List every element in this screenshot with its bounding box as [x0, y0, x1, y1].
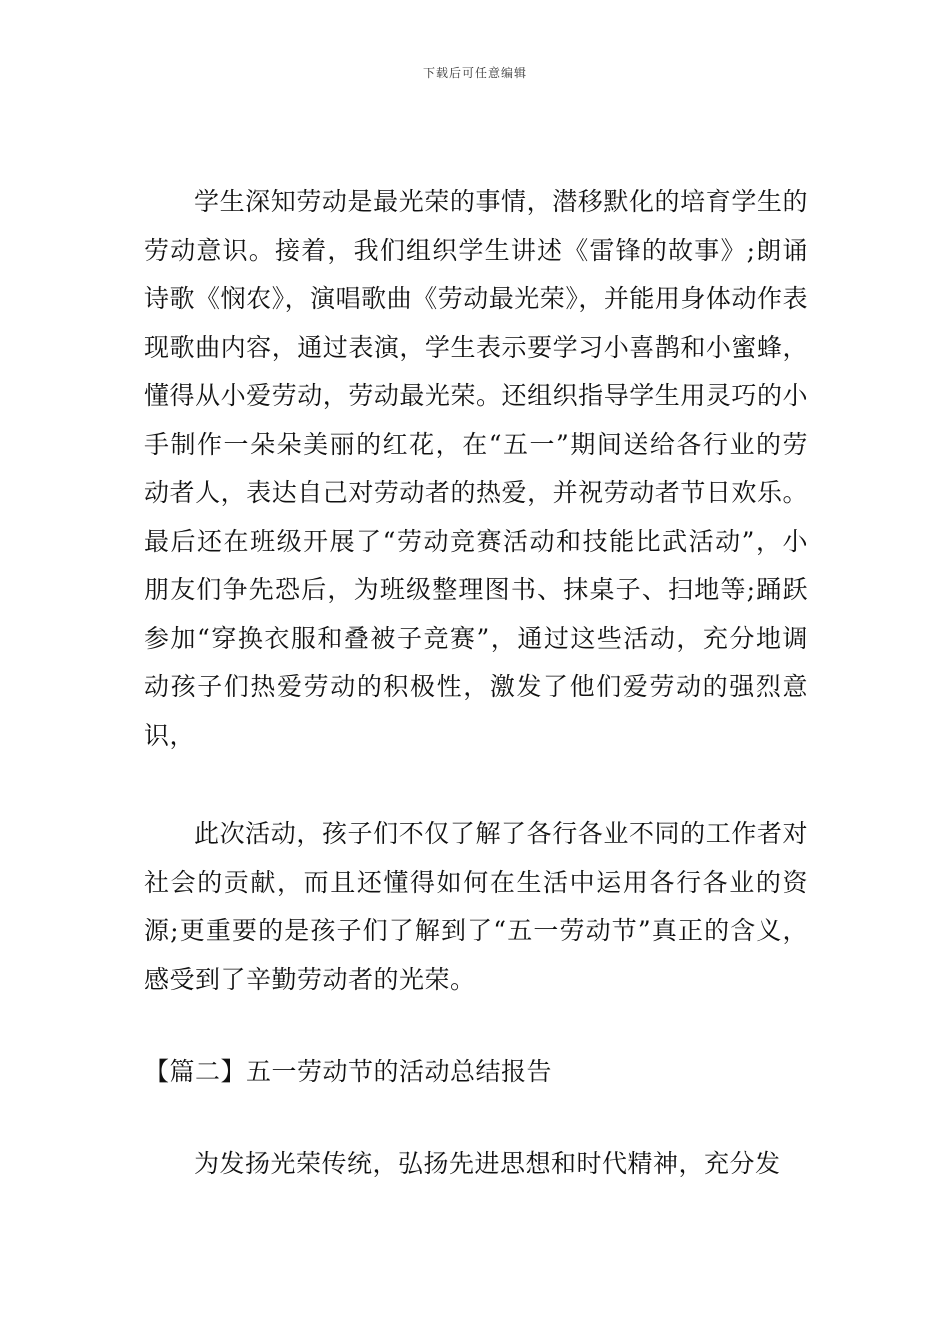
body-paragraph: 学生深知劳动是最光荣的事情，潜移默化的培育学生的劳动意识。接着，我们组织学生讲述《雷锋的故事》;朗诵诗歌《悯农》，演唱歌曲《劳动最光荣》，并能用身体动作表现歌曲内容，通过表演，学生表示要学习小喜鹊和小蜜蜂，懂得从小爱劳动，劳动最光荣。还组织指导学生用灵巧的小手制作一朵朵美丽的红花，在“五一”期间送给各行业的劳动者人，表达自己对劳动者的热爱，并祝劳动者节日欢乐。最后还在班级开展了“劳动竞赛活动和技能比武活动”，小朋友们争先恐后，为班级整理图书、抹桌子、扫地等;踊跃参加“穿换衣服和叠被子竞赛”，通过这些活动，充分地调动孩子们热爱劳动的积极性，激发了他们爱劳动的强烈意识，: [144, 187, 808, 750]
section-heading: 【篇二】五一劳动节的活动总结报告: [144, 1057, 553, 1086]
body-paragraph: 此次活动，孩子们不仅了解了各行各业不同的工作者对社会的贡献，而且还懂得如何在生活中运用各行各业的资源;更重要的是孩子们了解到了“五一劳动节”真正的含义，感受到了辛勤劳动者的光荣。: [144, 819, 808, 994]
document-body: [144, 178, 808, 1189]
body-paragraph: 为发扬光荣传统，弘扬先进思想和时代精神，充分发: [194, 1149, 781, 1178]
page-header: 下载后可任意编辑: [422, 66, 527, 80]
